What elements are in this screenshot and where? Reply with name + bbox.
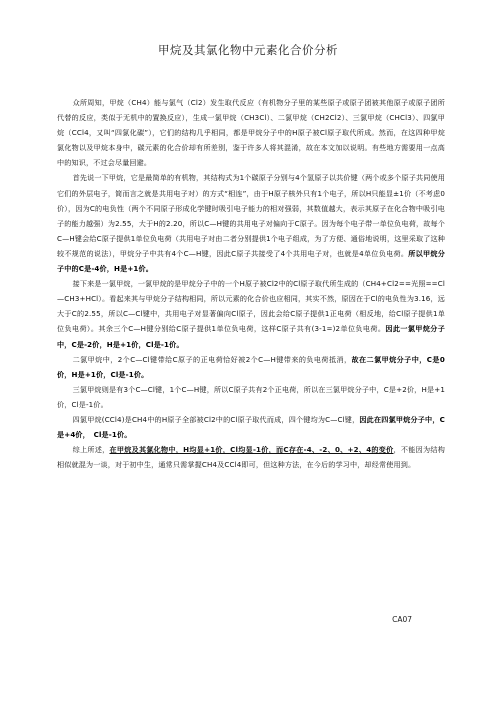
paragraph-chloromethane-text: 接下来是一氯甲烷，一氯甲烷的是甲烷分子中的一个H原子被Cl2中的Cl原子取代所生成的（CH4+Cl2==光照==Cl—CH3+HCl）。看起来其与甲烷分子结构相同，所以元素的化合价也应相同，其实不然，原因在于Cl的电负性为3.16，远大于C的2.55，所以C—Cl键中，共用电子对显著偏向Cl原子，因此会给C原子提供1正电荷（相反地，给Cl原子提供1单位负电荷）。其余三个C—H键分别给C原子提供1单位负电荷，这样C原子共有(3-1=)2单位负电荷。 xyxy=(57,279,445,334)
paragraph-chloromethane-conclusion: 因此一氯甲烷分子中，C是-2价，H是+1价，Cl是-1价。 xyxy=(57,324,445,349)
paragraph-trichloromethane: 三氯甲烷则是有3个C—Cl键，1个C—H键，所以C原子共有2个正电荷，所以在三氯甲烷分子中，C是+2价，H是+1价，Cl是-1价。 xyxy=(57,384,445,409)
document-body xyxy=(57,95,445,472)
paragraph-summary xyxy=(57,442,445,472)
paragraph-tetrachloromethane-text: 四氯甲烷(CCl4)是CH4中的H原子全部被Cl2中的Cl原子取代而成，四个键均为C—Cl键， xyxy=(72,414,360,424)
paragraph-dichloromethane-conclusion: 故在二氯甲烷分子中，C是0价，H是+1价，Cl是-1价。 xyxy=(57,354,445,379)
paragraph-intro: 众所周知，甲烷（CH4）能与氯气（Cl2）发生取代反应（有机物分子里的某些原子或原子团被其他原子或原子团所代替的反应，类似于无机中的置换反应），生成一氯甲烷（CH3Cl）、二氯甲烷（CH2Cl2）、三氯甲烷（CHCl3）、四氯甲烷（CCl4，又叫“四氯化碳”），它们的结构几乎相同，都是甲烷分子中的H原子被Cl原子取代所成。然而，在这四种甲烷氯化物以及甲烷本身中，碳元素的化合价却有所差别，鉴于许多人将其混淆，故在本文加以说明。有些地方需要用一点高中的知识，不过会尽量回避。 xyxy=(57,98,445,168)
paragraph-methane xyxy=(57,170,445,276)
paragraph-tetrachloromethane xyxy=(57,412,445,442)
document-title: 甲烷及其氯化物中元素化合价分析 xyxy=(158,43,338,57)
paragraph-summary-lead: 综上所述， xyxy=(72,445,110,455)
paragraph-methane-text: 首先说一下甲烷，它是最简单的有机物，其结构式为1个碳原子分别与4个氢原子以共价键（两个或多个原子共同使用它们的外层电子，简而言之就是共用电子对）的方式“相连”，由于H原子核外只有1个电子，所以H只能显±1价（不考虑0价），因为C的电负性（两个不同原子形成化学键时吸引电子能力的相对强弱，其数值越大，表示其原子在化合物中吸引电子的能力越强）为2.55，大于H的2.20，所以C—H键的共用电子对偏向于C原子。因为每个电子带一单位负电荷，故每个C—H键会给C原子提供1单位负电荷（共用电子对由二者分别提供1个电子组成，为了方便、通俗地说明，这里采取了这种较不规范的说法），甲烷分子中共有4个C—H键，因此C原子共接受了4个共用电子对，也就是4单位负电荷。 xyxy=(57,173,445,258)
paragraph-dichloromethane xyxy=(57,352,445,382)
document-code: CA07 xyxy=(392,615,412,624)
paragraph-tetrachloromethane-conclusion: 因此在四氯甲烷分子中，C是+4价， Cl是-1价。 xyxy=(57,414,445,440)
paragraph-summary-highlight: 在甲烷及其氯化物中，H均显+1价，Cl均显-1价，而C存在-4、-2、0、+2、4的变价 xyxy=(109,445,394,455)
paragraph-chloromethane xyxy=(57,276,445,351)
paragraph-summary-tail: ，不能因为结构相似就混为一谈，对于初中生，通常只需掌握CH4及CCl4即可，但这种方法，在今后的学习中，却经常使用到。 xyxy=(57,445,445,470)
paragraph-dichloromethane-text: 二氯甲烷中，2个C—Cl键带给C原子的正电荷恰好被2个C—H键带来的负电荷抵消， xyxy=(72,354,352,364)
paragraph-methane-conclusion: 所以甲烷分子中的C是-4价，H是+1价。 xyxy=(57,248,446,274)
